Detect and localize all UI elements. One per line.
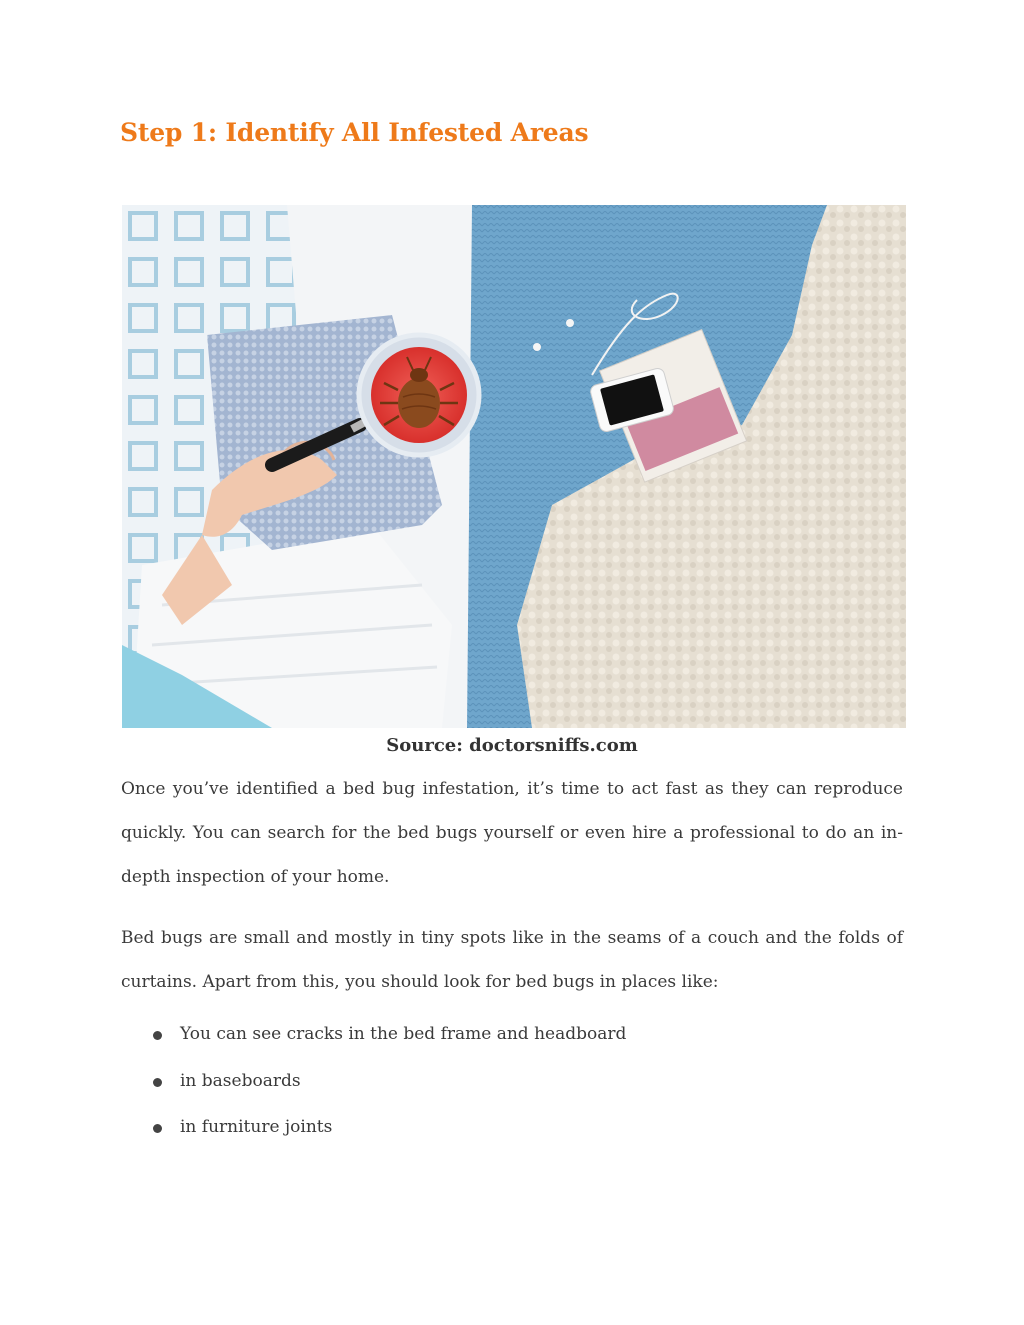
- bullet-icon: [153, 1124, 162, 1133]
- bullet-icon: [153, 1078, 162, 1087]
- list-item: in furniture joints: [0, 1117, 1024, 1164]
- bullet-icon: [153, 1031, 162, 1040]
- location-list: [0, 1024, 1024, 1164]
- list-item: You can see cracks in the bed frame and headboard: [0, 1024, 1024, 1071]
- paragraph-intro: Once you’ve identified a bed bug infestation, it’s time to act fast as they can reproduce quickly. You can search for the bed bugs yourself or even hire a professional to do an in-depth inspection of your home.: [121, 779, 903, 887]
- page-title: Step 1: Identify All Infested Areas: [120, 118, 589, 147]
- bed-bug-photo: [122, 205, 906, 728]
- list-item: in baseboards: [0, 1071, 1024, 1118]
- paragraph-locations: Bed bugs are small and mostly in tiny spots like in the seams of a couch and the folds of curtains. Apart from this, you should look for bed bugs in places like:: [121, 928, 903, 992]
- image-caption: Source: doctorsniffs.com: [386, 735, 638, 756]
